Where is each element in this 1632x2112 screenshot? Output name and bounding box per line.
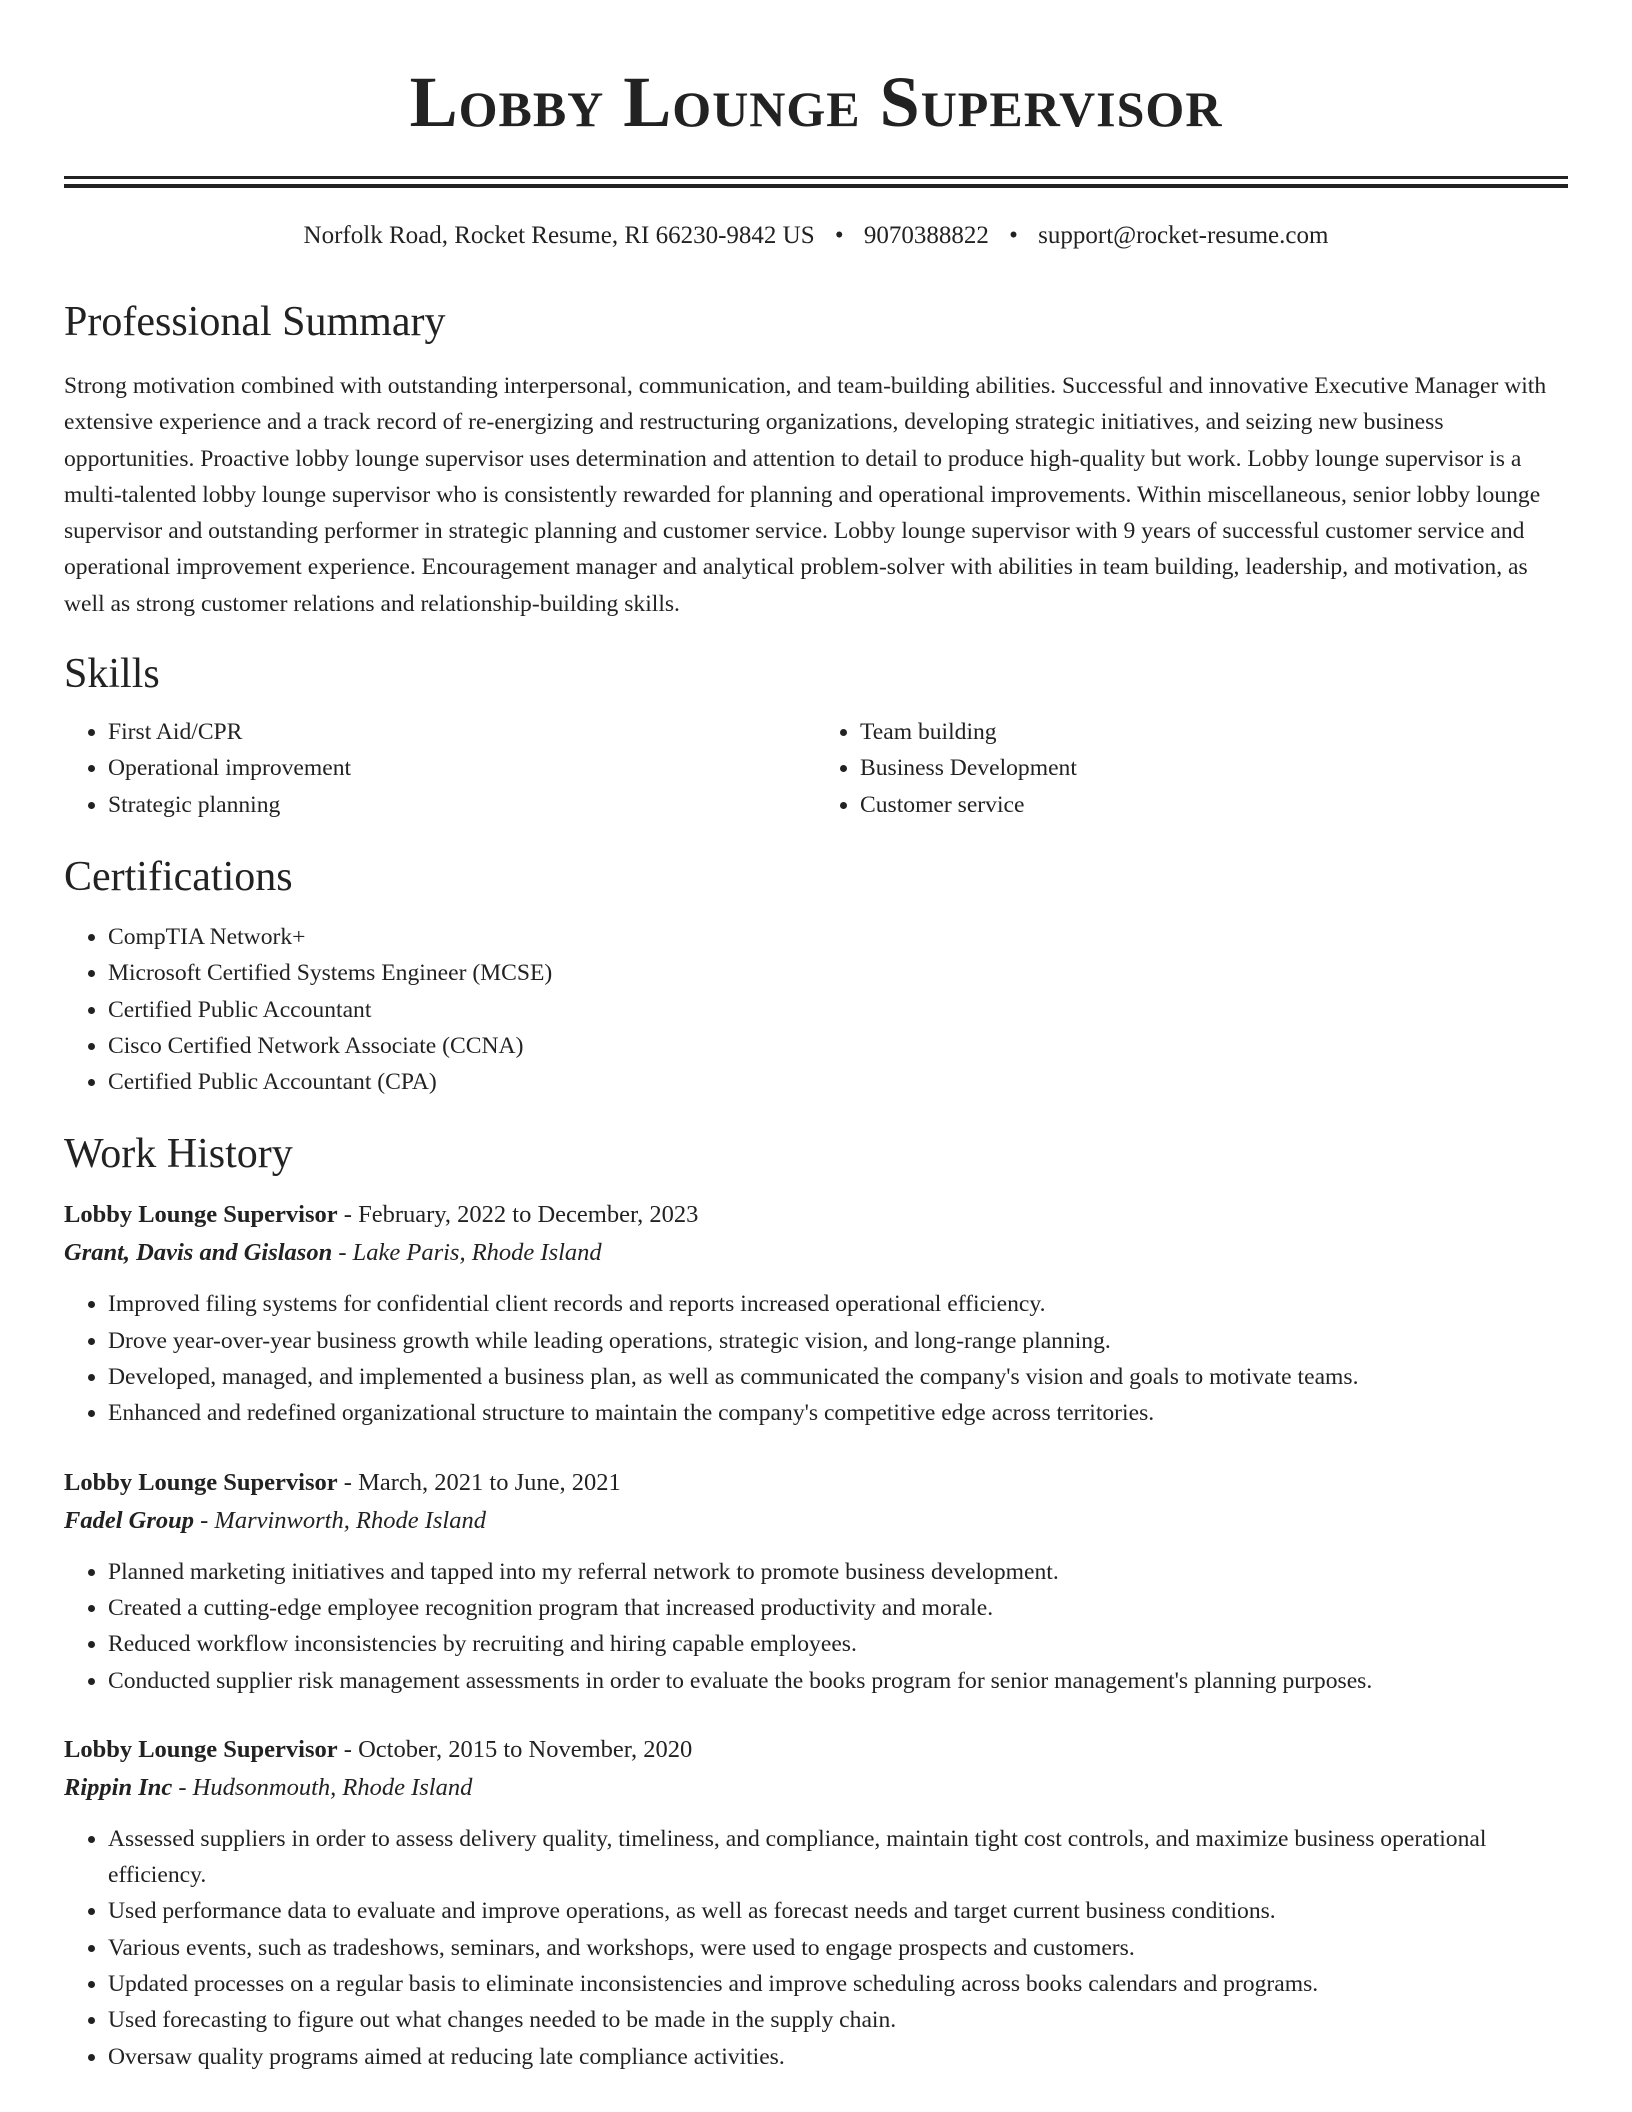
header-double-rule xyxy=(64,176,1568,188)
job-title-line xyxy=(64,1464,1568,1502)
resume-name: Lobby Lounge Supervisor xyxy=(409,62,1223,142)
certifications-section xyxy=(64,851,1568,1100)
company-line xyxy=(64,1502,1568,1540)
job-bullet: • Updated processes on a regular basis to eliminate inconsistencies and improve scheduling across books calendars and programs. xyxy=(108,1966,1568,2002)
job-title: Lobby Lounge Supervisor xyxy=(64,1468,338,1496)
job-dates: - February, 2022 to December, 2023 xyxy=(337,1201,699,1229)
skill-item: • Customer service xyxy=(860,787,1568,823)
job-title: Lobby Lounge Supervisor xyxy=(64,1735,338,1763)
skills-heading: Skills xyxy=(64,651,160,698)
contact-separator: • xyxy=(1009,222,1018,249)
job-entry xyxy=(64,1464,1568,1699)
job-bullet: • Enhanced and redefined organizational structure to maintain the company's competitive edge across territories. xyxy=(108,1395,1568,1431)
skill-item: • Business Development xyxy=(860,750,1568,786)
summary-section xyxy=(64,296,1568,622)
job-bullet: • Used performance data to evaluate and improve operations, as well as forecast needs and target current business conditions. xyxy=(108,1893,1568,1929)
contact-line xyxy=(64,218,1568,254)
skill-item: • First Aid/CPR xyxy=(108,714,816,750)
skill-item: • Strategic planning xyxy=(108,787,816,823)
job-entry xyxy=(64,1196,1568,1431)
certification-item: • CompTIA Network+ xyxy=(108,919,1568,955)
job-title-line xyxy=(64,1196,1568,1234)
job-bullets xyxy=(64,1286,1568,1431)
job-entry xyxy=(64,1731,1568,2075)
company-location: - Marvinworth, Rhode Island xyxy=(194,1506,486,1534)
certification-item: • Certified Public Accountant (CPA) xyxy=(108,1064,1568,1100)
job-title-line xyxy=(64,1731,1568,1769)
company-location: - Hudsonmouth, Rhode Island xyxy=(172,1773,473,1801)
job-bullet: • Various events, such as tradeshows, seminars, and workshops, were used to engage prospects and customers. xyxy=(108,1930,1568,1966)
job-bullets xyxy=(64,1821,1568,2075)
summary-heading: Professional Summary xyxy=(64,299,446,345)
job-bullets xyxy=(64,1554,1568,1699)
company-name: Fadel Group xyxy=(64,1506,195,1534)
contact-address: Norfolk Road, Rocket Resume, RI 66230-9842 US xyxy=(303,222,815,249)
contact-phone: 9070388822 xyxy=(863,222,989,249)
job-title: Lobby Lounge Supervisor xyxy=(64,1201,338,1229)
certifications-heading: Certifications xyxy=(64,853,293,900)
certification-item: • Certified Public Accountant xyxy=(108,992,1568,1028)
skill-item: • Team building xyxy=(860,714,1568,750)
job-bullet: • Assessed suppliers in order to assess delivery quality, timeliness, and compliance, maintain tight cost controls, and maximize business operational efficiency. xyxy=(108,1821,1568,1894)
certification-item: • Microsoft Certified Systems Engineer (MCSE) xyxy=(108,955,1568,991)
summary-text: Strong motivation combined with outstanding interpersonal, communication, and team-building abilities. Successful and innovative Executive Manager with extensive experience and a track record of re-energizing and restructuring organizations, developing strategic initiatives, and seizing new business opportunities. Proactive lobby lounge supervisor uses determination and attention to detail to produce high-quality but work. Lobby lounge supervisor is a multi-talented lobby lounge supervisor who is consistently rewarded for planning and operational improvements. Within miscellaneous, senior lobby lounge supervisor and outstanding performer in strategic planning and customer service. Lobby lounge supervisor with 9 years of successful customer service and operational improvement experience. Encouragement manager and analytical problem-solver with abilities in team building, leadership, and motivation, as well as strong customer relations and relationship-building skills. xyxy=(64,373,1547,617)
skills-column-left xyxy=(64,714,816,823)
job-dates: - March, 2021 to June, 2021 xyxy=(337,1468,621,1496)
skills-grid xyxy=(64,714,1568,823)
skills-column-right xyxy=(816,714,1568,823)
work-history-section xyxy=(64,1128,1568,2074)
job-bullet: • Oversaw quality programs aimed at reducing late compliance activities. xyxy=(108,2039,1568,2075)
certification-item: • Cisco Certified Network Associate (CCNA) xyxy=(108,1028,1568,1064)
company-line xyxy=(64,1769,1568,1807)
job-bullet: • Improved filing systems for confidential client records and reports increased operational efficiency. xyxy=(108,1286,1568,1322)
job-bullet: • Conducted supplier risk management assessments in order to evaluate the books program for senior management's planning purposes. xyxy=(108,1663,1568,1699)
job-bullet: • Drove year-over-year business growth while leading operations, strategic vision, and long-range planning. xyxy=(108,1323,1568,1359)
job-bullet: • Used forecasting to figure out what changes needed to be made in the supply chain. xyxy=(108,2002,1568,2038)
job-bullet: • Created a cutting-edge employee recognition program that increased productivity and morale. xyxy=(108,1590,1568,1626)
certifications-list xyxy=(64,919,1568,1100)
job-bullet: • Developed, managed, and implemented a business plan, as well as communicated the company's vision and goals to motivate teams. xyxy=(108,1359,1568,1395)
company-location: - Lake Paris, Rhode Island xyxy=(332,1239,602,1267)
skill-item: • Operational improvement xyxy=(108,750,816,786)
company-name: Rippin Inc xyxy=(64,1773,173,1801)
job-dates: - October, 2015 to November, 2020 xyxy=(337,1735,693,1763)
contact-separator: • xyxy=(834,222,844,249)
company-name: Grant, Davis and Gislason xyxy=(64,1239,333,1267)
work-history-heading: Work History xyxy=(64,1131,293,1178)
job-bullet: • Planned marketing initiatives and tapped into my referral network to promote business development. xyxy=(108,1554,1568,1590)
skills-section xyxy=(64,648,1568,823)
job-bullet: • Reduced workflow inconsistencies by recruiting and hiring capable employees. xyxy=(108,1626,1568,1662)
company-line xyxy=(64,1234,1568,1272)
contact-email: support@rocket-resume.com xyxy=(1038,222,1329,249)
